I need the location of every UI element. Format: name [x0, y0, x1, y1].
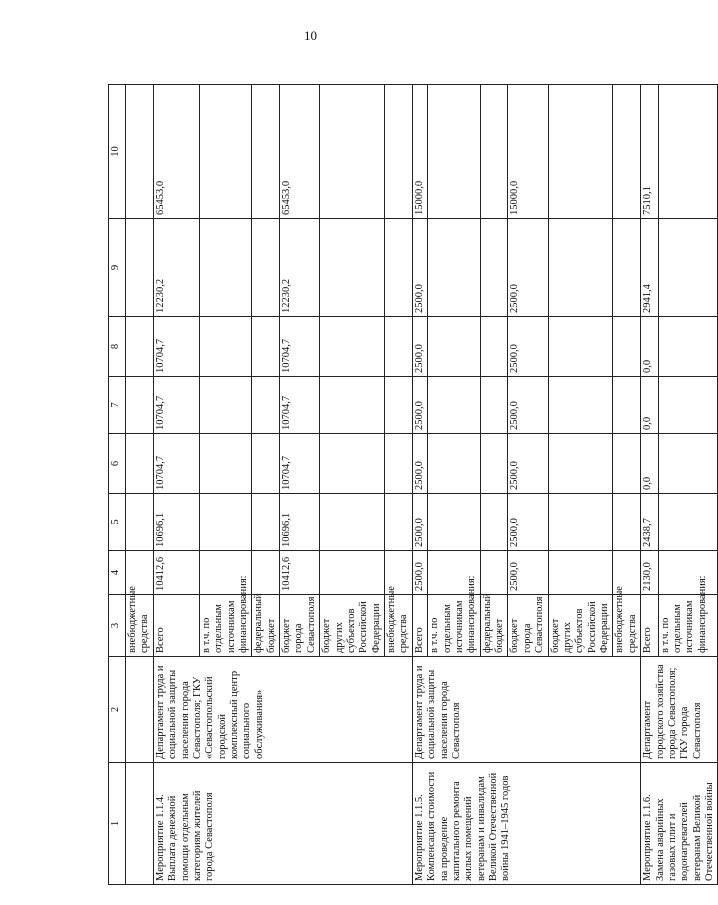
executor-cell: Департамент городского хозяйства города Севастополя; ГКУ города Севастополя: [641, 657, 718, 763]
column-header: 4: [109, 551, 126, 595]
column-header: 2: [109, 657, 126, 763]
source-cell: бюджет города Севастополя: [280, 595, 320, 657]
measure-name-cell: Мероприятие 1.1.4. Выплата денежной помощи отдельным категориям жителей города Севастополя: [153, 763, 412, 885]
column-header: 8: [109, 317, 126, 377]
source-cell: бюджет города Севастополя: [508, 595, 548, 657]
value-cell: 2500,0: [508, 494, 548, 551]
source-cell: федеральный бюджет: [252, 595, 280, 657]
value-cell: 10696,1: [280, 494, 320, 551]
source-cell: в т.ч. по отдельным источникам финансирования:: [199, 595, 252, 657]
value-cell: 2500,0: [508, 377, 548, 434]
value-cell: 10704,7: [153, 317, 199, 377]
value-cell: 2500,0: [412, 377, 427, 434]
value-cell: 7510,1: [641, 85, 658, 219]
value-cell: 12230,2: [153, 219, 199, 317]
value-cell: 10704,7: [280, 317, 320, 377]
value-cell: 2500,0: [412, 551, 427, 595]
value-cell: 65453,0: [280, 85, 320, 219]
column-header: 1: [109, 763, 126, 885]
value-cell: 2500,0: [508, 219, 548, 317]
value-cell: 2941,4: [641, 219, 658, 317]
value-cell: 0,0: [641, 317, 658, 377]
source-cell: Всего: [153, 595, 199, 657]
table-row: [153, 85, 199, 885]
value-cell: 10704,7: [280, 377, 320, 434]
value-cell: 10412,6: [153, 551, 199, 595]
column-header: 6: [109, 434, 126, 494]
measure-name-cell: Мероприятие 1.1.6. Замена аварийных газовых плит и водонагревателей ветеранам Великой Отечественной войны: [641, 763, 718, 885]
source-cell: федеральный бюджет: [480, 595, 508, 657]
source-cell: бюджет других субъектов Российской Федерации: [548, 595, 613, 657]
value-cell: 2500,0: [508, 317, 548, 377]
source-cell: Всего: [641, 595, 658, 657]
header-row: [109, 85, 126, 885]
budget-table: [108, 84, 718, 885]
value-cell: 15000,0: [412, 85, 427, 219]
column-header: 10: [109, 85, 126, 219]
value-cell: 2500,0: [508, 434, 548, 494]
source-cell: внебюджетные средства: [613, 595, 641, 657]
table-row: [126, 85, 154, 885]
value-cell: 2500,0: [508, 551, 548, 595]
value-cell: 2500,0: [412, 219, 427, 317]
column-header: 9: [109, 219, 126, 317]
column-header: 7: [109, 377, 126, 434]
value-cell: 2500,0: [412, 494, 427, 551]
value-cell: 12230,2: [280, 219, 320, 317]
value-cell: 0,0: [641, 377, 658, 434]
value-cell: 10704,7: [153, 434, 199, 494]
value-cell: 2130,0: [641, 551, 658, 595]
executor-cell: Департамент труда и социальной защиты населения города Севастополя; ГКУ «Севастопольский городской комплексный центр социального обслуживания»: [153, 657, 412, 763]
source-cell: бюджет других субъектов Российской Федерации: [320, 595, 385, 657]
value-cell: 2438,7: [641, 494, 658, 551]
value-cell: 15000,0: [508, 85, 548, 219]
executor-cell: Департамент труда и социальной защиты населения города Севастополя: [412, 657, 640, 763]
table-row: [641, 85, 658, 885]
source-cell: внебюджетные средства: [126, 595, 154, 657]
column-header: 5: [109, 494, 126, 551]
value-cell: 10412,6: [280, 551, 320, 595]
value-cell: 10704,7: [153, 377, 199, 434]
page-number: 10: [304, 28, 317, 43]
source-cell: Всего: [412, 595, 427, 657]
value-cell: 2500,0: [412, 434, 427, 494]
value-cell: 10696,1: [153, 494, 199, 551]
source-cell: внебюджетные средства: [385, 595, 413, 657]
value-cell: 65453,0: [153, 85, 199, 219]
measure-name-cell: Мероприятие 1.1.5. Компенсация стоимости на проведение капитального ремонта жилых помещений ветеранам и инвалидам Великой Отечественной войны 1941–1945 годов: [412, 763, 640, 885]
table-row: [412, 85, 427, 885]
value-cell: 0,0: [641, 434, 658, 494]
rotated-table-container: [108, 85, 715, 885]
source-cell: в т.ч. по отдельным источникам финансирования:: [428, 595, 481, 657]
value-cell: 2500,0: [412, 317, 427, 377]
value-cell: 10704,7: [280, 434, 320, 494]
source-cell: в т.ч. по отдельным источникам финансирования:: [658, 595, 718, 657]
column-header: 3: [109, 595, 126, 657]
